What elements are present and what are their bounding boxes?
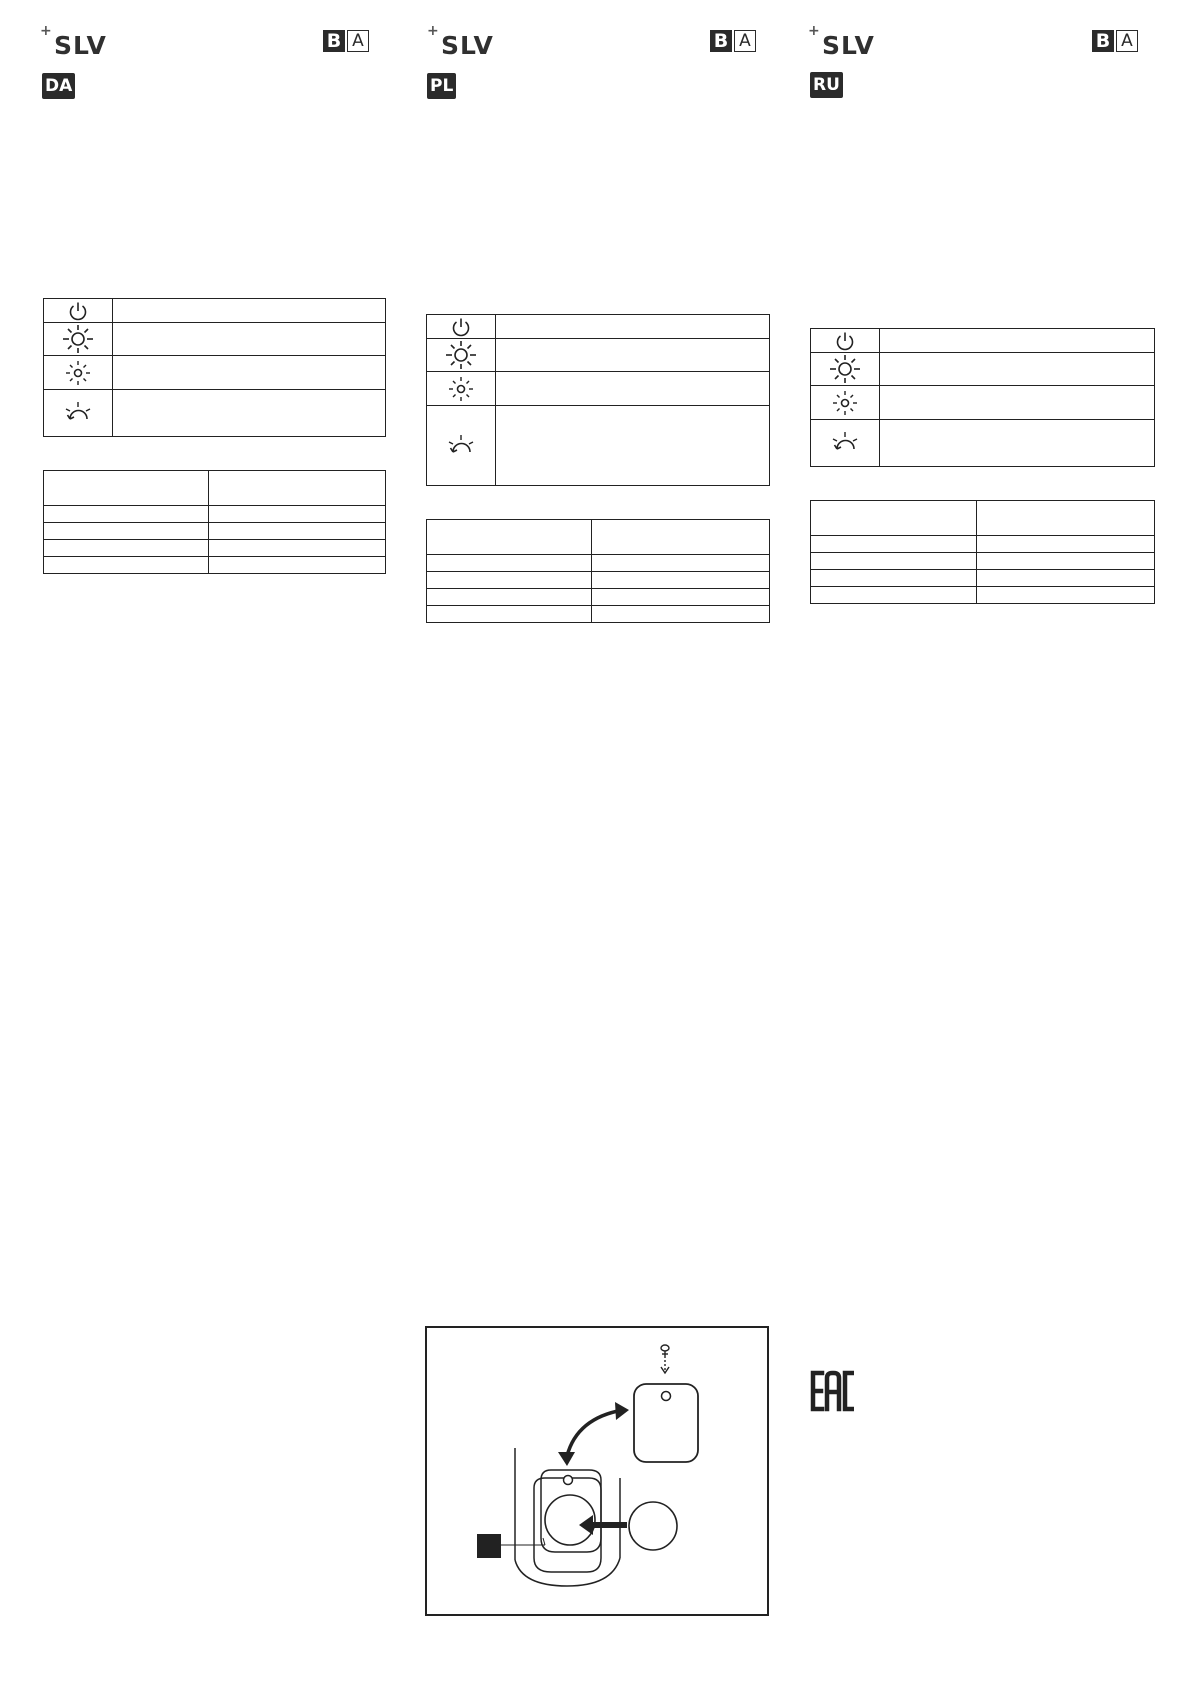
- brightness-down-icon: [427, 372, 496, 406]
- remote-functions-table: [810, 328, 1155, 467]
- remote-functions-table: [43, 298, 386, 437]
- callout-square: [477, 1534, 501, 1558]
- brightness-up-icon: [427, 339, 496, 372]
- ba-badge: B A: [710, 30, 758, 52]
- reset-icon: [427, 406, 496, 486]
- specifications-table: [810, 500, 1155, 604]
- reset-icon: [44, 390, 113, 437]
- specifications-table: [43, 470, 386, 574]
- ba-badge: B A: [1092, 30, 1140, 52]
- power-icon: [44, 299, 113, 323]
- language-badge: DA: [42, 73, 75, 99]
- swap-arrow: [567, 1410, 623, 1456]
- reset-icon: [811, 420, 880, 467]
- brightness-up-icon: [811, 353, 880, 386]
- language-badge: RU: [810, 72, 843, 98]
- remote-functions-table: [426, 314, 770, 486]
- brightness-up-icon: [44, 323, 113, 356]
- ba-badge: B A: [323, 30, 371, 52]
- brightness-down-icon: [811, 386, 880, 420]
- language-badge: PL: [427, 73, 456, 99]
- specifications-table: [426, 519, 770, 623]
- battery-replacement-diagram: [425, 1326, 769, 1616]
- screw-icon: [661, 1345, 669, 1373]
- power-icon: [427, 315, 496, 339]
- battery: [629, 1502, 677, 1550]
- power-icon: [811, 329, 880, 353]
- eac-certification-mark: [810, 1370, 854, 1417]
- brightness-down-icon: [44, 356, 113, 390]
